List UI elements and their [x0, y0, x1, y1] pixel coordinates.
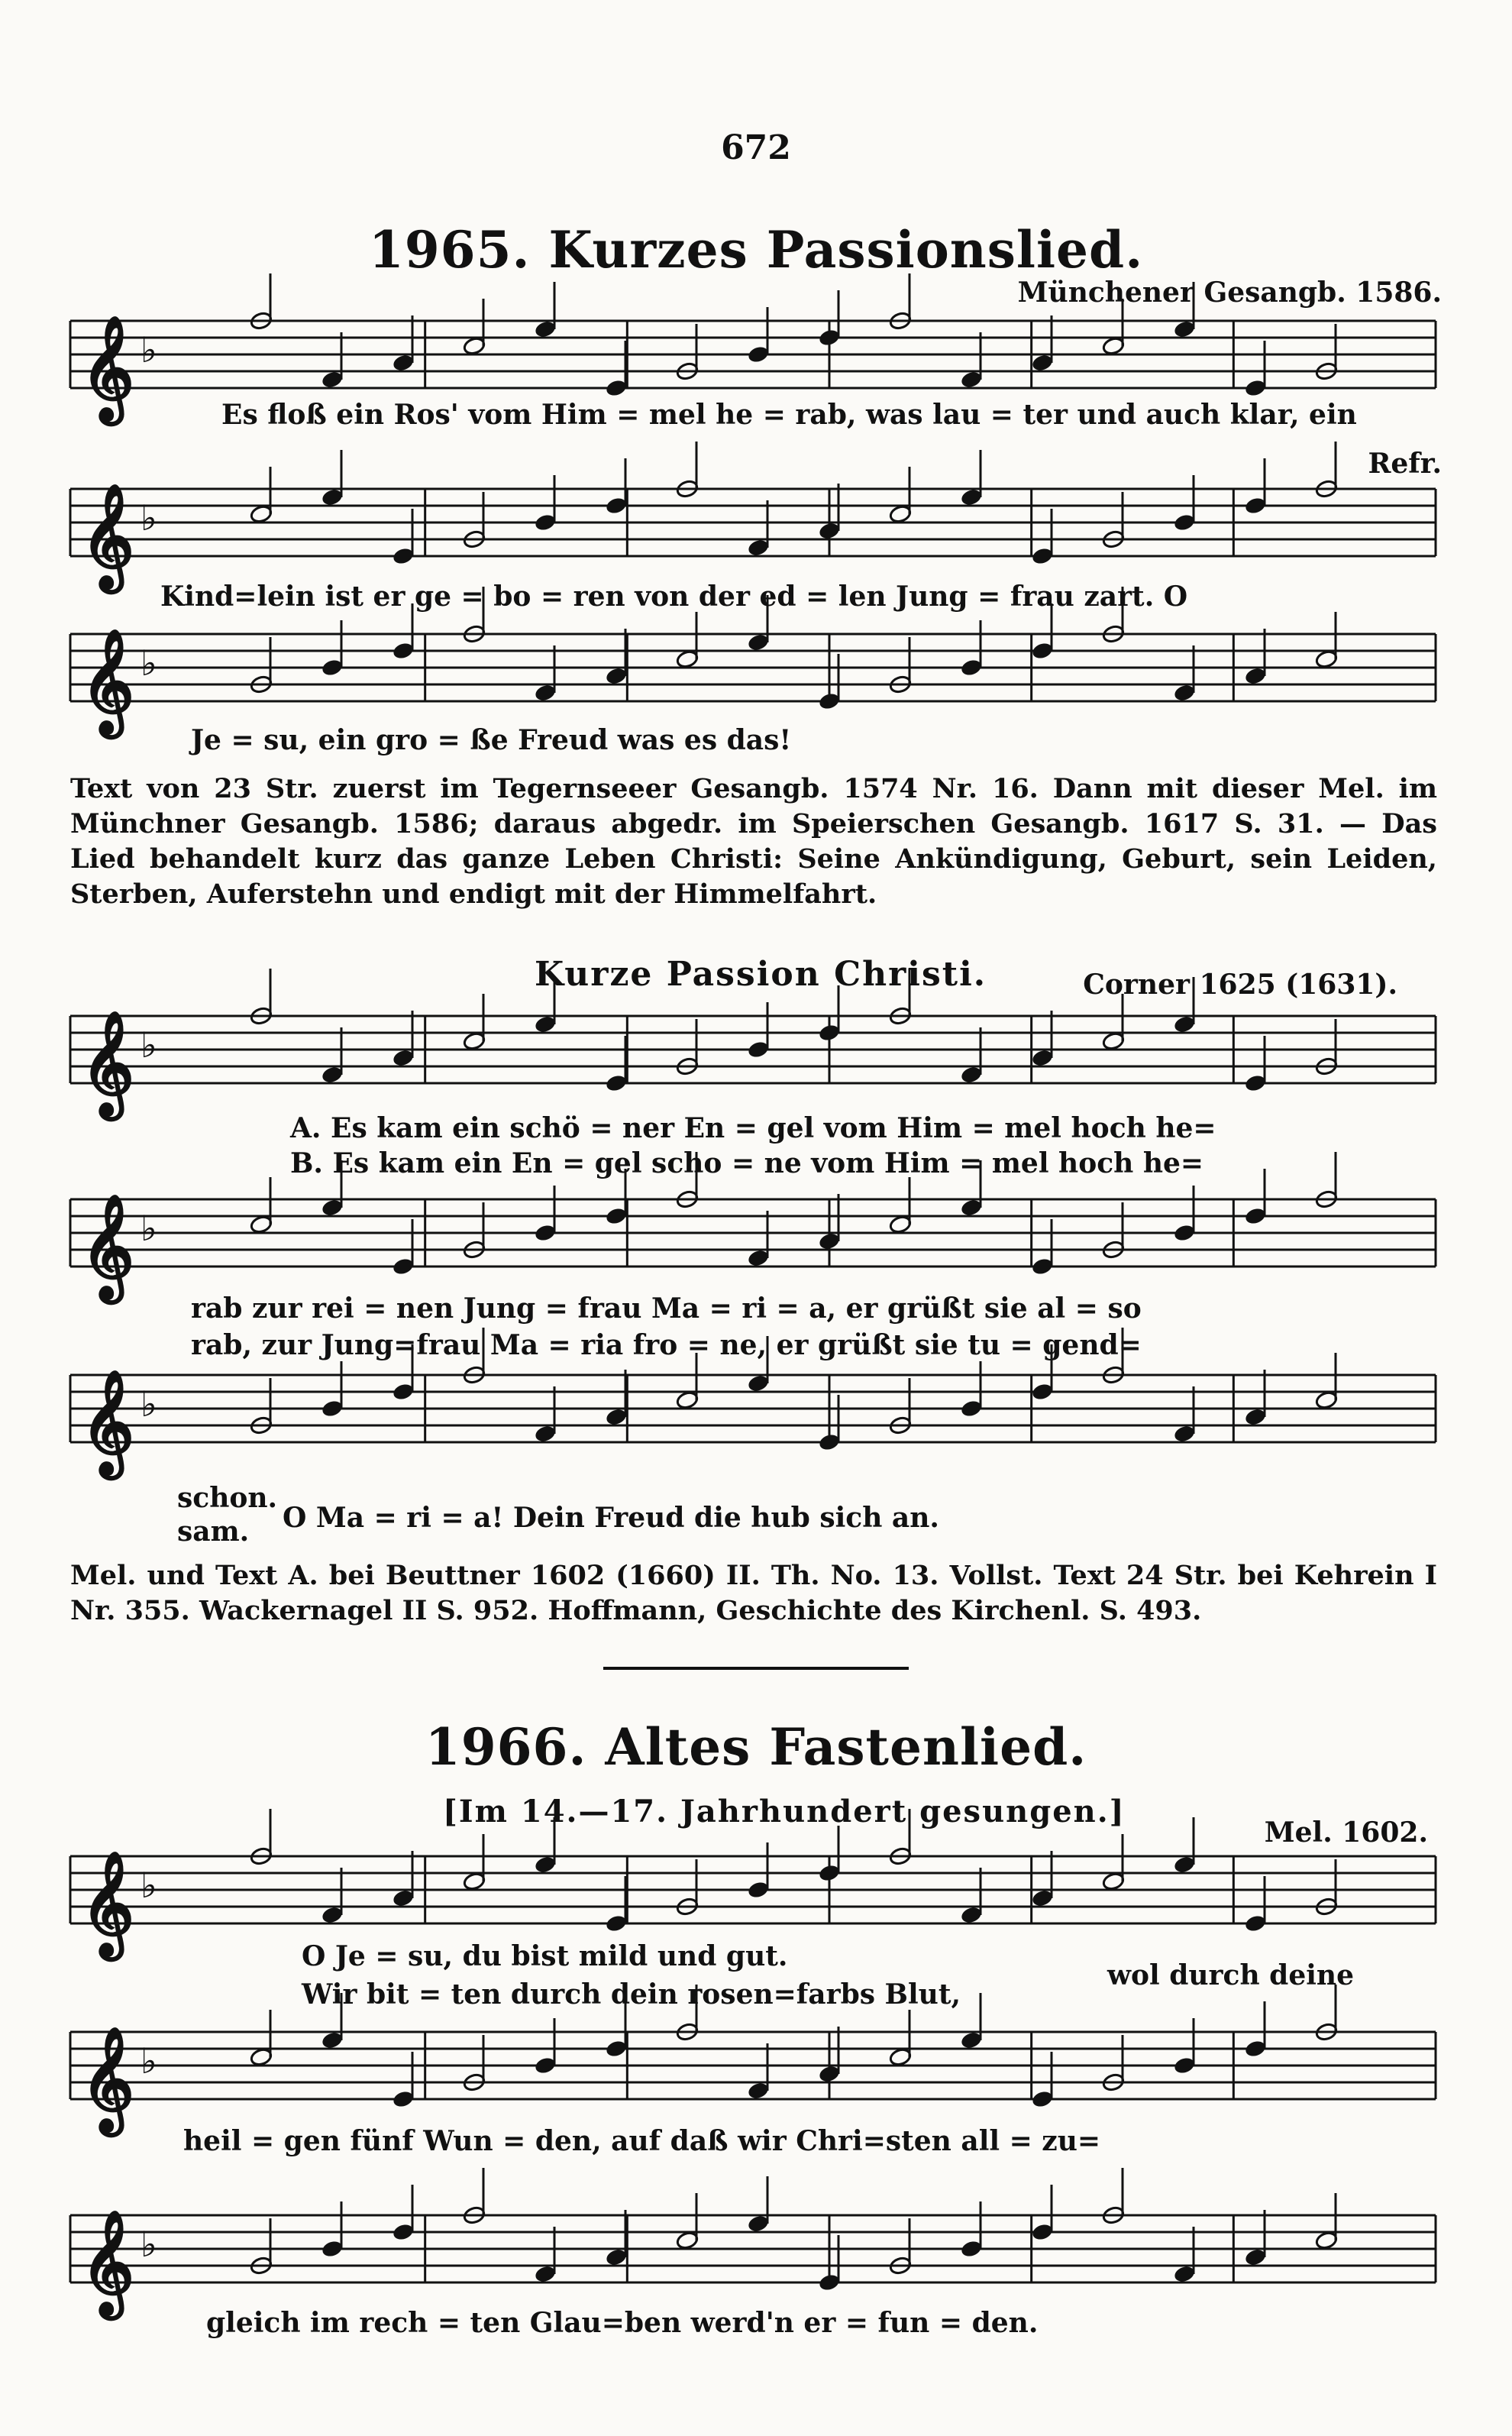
svg-text:♭: ♭ [141, 1208, 157, 1249]
hymn-1965-title: 1965. Kurzes Passionslied. [368, 220, 1144, 280]
kurze-passion-lyrics-a1: A. Es kam ein schö = ner En = gel vom Him = mel hoch he= [290, 1112, 1216, 1144]
kurze-passion-end-a: schon. [177, 1482, 278, 1514]
kurze-passion-lyrics-b1: B. Es kam ein En = gel scho = ne vom Him = mel hoch he= [290, 1147, 1204, 1179]
svg-text:♭: ♭ [141, 642, 157, 684]
hymn-1966-lyrics-2: heil = gen fünf Wun = den, auf daß wir Chri=sten all = zu= [183, 2125, 1101, 2157]
kurze-passion-lyrics-a2: rab zur rei = nen Jung = frau Ma = ri = a, er grüßt sie al = so [191, 1292, 1142, 1325]
svg-text:♭: ♭ [141, 2040, 157, 2082]
kurze-passion-note: Mel. und Text A. bei Beuttner 1602 (1660) II. Th. No. 13. Vollst. Text 24 Str. bei Kehrein I Nr. 355. Wackernagel II S. 952. Hoffmann, Geschichte des Kirchenl. S. 493. [70, 1560, 1437, 1626]
svg-text:𝄞: 𝄞 [81, 314, 134, 420]
hymn-1965-lyrics-line-1: Es floß ein Ros' vom Him = mel he = rab, was lau = ter und auch klar, ein [221, 399, 1357, 431]
svg-text:𝄞: 𝄞 [81, 1849, 134, 1956]
kurze-passion-title: Kurze Passion Christi. [535, 955, 987, 994]
kurze-passion-source: Corner 1625 (1631). [1083, 969, 1397, 1001]
hymn-1966-lyrics-1c: wol durch deine [1107, 1959, 1354, 1991]
hymn-1966-lyrics-3: gleich im rech = ten Glau=ben werd'n er = fun = den. [206, 2307, 1039, 2339]
kurze-passion-lyrics-b2: rab, zur Jung=frau Ma = ria fro = ne, er grüßt sie tu = gend= [191, 1329, 1142, 1361]
hymn-1965-lyrics-line-2: Kind=lein ist er ge = bo = ren von der ed = len Jung = frau zart. O [160, 581, 1188, 613]
hymn-1965-refrain-label: Refr. [1368, 448, 1442, 480]
svg-text:𝄞: 𝄞 [81, 627, 134, 733]
kurze-passion-lyrics-3: O Ma = ri = a! Dein Freud die hub sich an. [283, 1502, 939, 1534]
kurze-passion-end-b: sam. [177, 1516, 250, 1548]
svg-text:𝄞: 𝄞 [81, 482, 134, 588]
hymn-1966-subtitle: [Im 14.—17. Jahrhundert gesungen.] [443, 1794, 1126, 1829]
hymn-1966-lyrics-1b: Wir bit = ten durch dein rosen=farbs Blut, [302, 1978, 961, 2011]
svg-text:𝄞: 𝄞 [81, 2025, 134, 2131]
svg-text:♭: ♭ [141, 497, 157, 539]
hymn-1966-title: 1966. Altes Fastenlied. [425, 1717, 1087, 1777]
section-divider [603, 1667, 909, 1670]
svg-text:♭: ♭ [141, 329, 157, 370]
hymn-1966-source: Mel. 1602. [1264, 1816, 1428, 1849]
hymn-1965-lyrics-line-3: Je = su, ein gro = ße Freud was es das! [191, 724, 792, 756]
svg-text:𝄞: 𝄞 [81, 1368, 134, 1474]
svg-text:♭: ♭ [141, 2224, 157, 2265]
svg-text:𝄞: 𝄞 [81, 1192, 134, 1299]
svg-text:𝄞: 𝄞 [81, 2208, 134, 2315]
svg-text:♭: ♭ [141, 1383, 157, 1425]
hymn-1965-note: Text von 23 Str. zuerst im Tegernseeer Gesangb. 1574 Nr. 16. Dann mit dieser Mel. im Münchner Gesangb. 1586; daraus abgedr. im Speierschen Gesangb. 1617 S. 31. — Das Lied behandelt kurz das ganze Leben Christi: Seine Ankündigung, Geburt, sein Leiden, Sterben, Auferstehn und endigt mit der Himmelfahrt. [70, 773, 1437, 910]
svg-text:𝄞: 𝄞 [81, 1009, 134, 1115]
hymn-1966-lyrics-1a: O Je = su, du bist mild und gut. [302, 1940, 788, 1972]
svg-text:♭: ♭ [141, 1024, 157, 1066]
svg-text:♭: ♭ [141, 1865, 157, 1906]
page-number: 672 [721, 128, 791, 167]
hymn-1965-source: Münchener Gesangb. 1586. [1017, 277, 1442, 309]
